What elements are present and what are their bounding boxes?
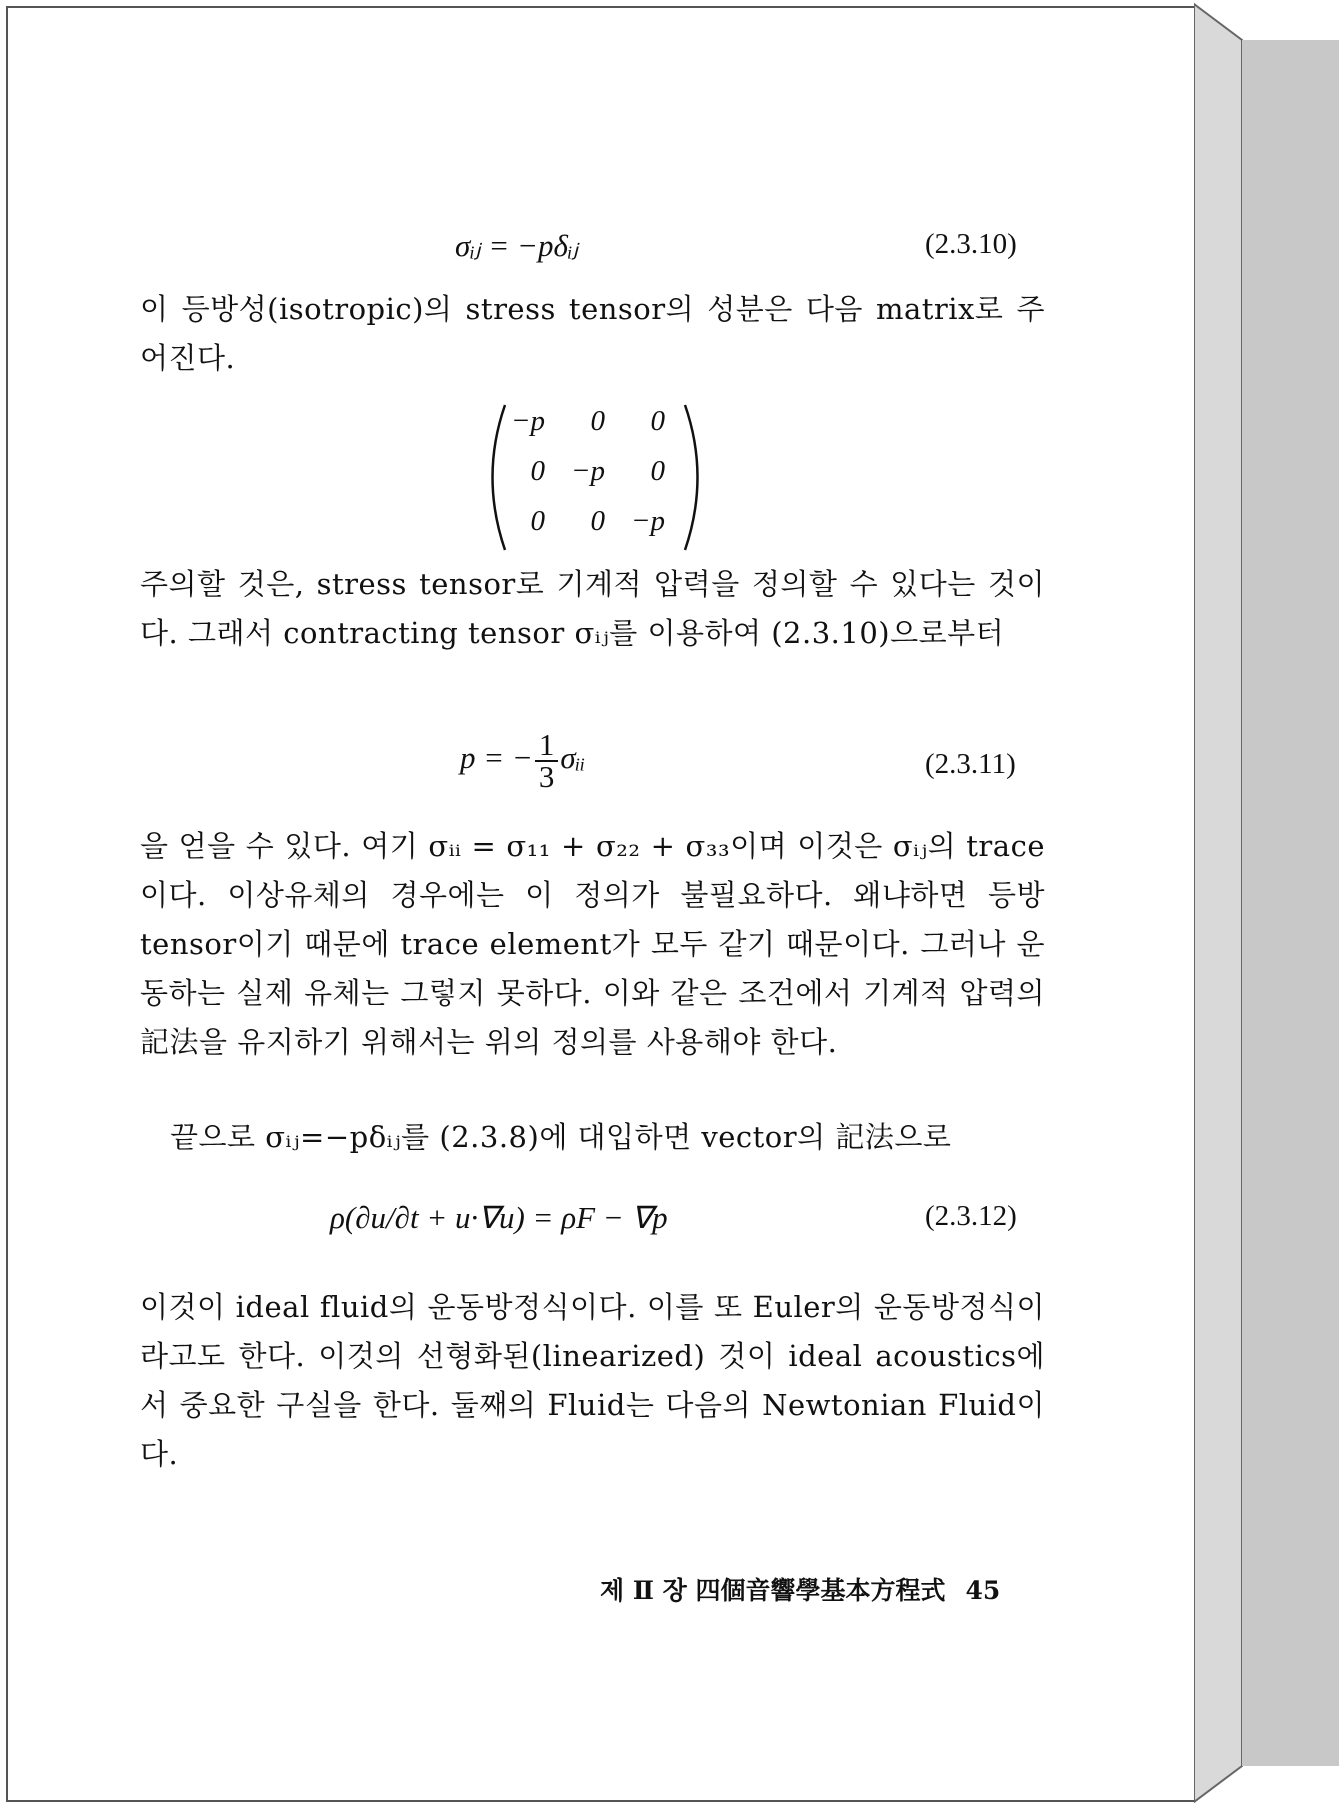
equation-number-2-3-11: (2.3.11) [925,748,1016,780]
paragraph-euler: 이것이 ideal fluid의 운동방정식이다. 이를 또 Euler의 운동방정식이라고도 한다. 이것의 선형화된(linearized) 것이 ideal acoustics에서 중요한 구실을 한다. 둘째의 Fluid는 다음의 Newtonian Fluid이다. [140,1290,1045,1471]
matrix-cell: 0 [590,405,605,437]
equation-2-3-12: ρ(∂u/∂t + u·∇u) = ρF − ∇p [330,1200,668,1235]
equation-rhs: σᵢᵢ [560,740,586,776]
equation-lhs: p = − [460,740,533,776]
matrix-cell: 0 [650,405,665,437]
page-footer [600,1571,1000,1607]
matrix-cell: 0 [650,455,665,487]
pressure-matrix [485,400,705,555]
paragraph-vector-notation: 끝으로 σᵢⱼ=−pδᵢⱼ를 (2.3.8)에 대입하면 vector의 記法으로 [170,1120,952,1154]
matrix-cell: −p [630,505,665,537]
matrix-cell: 0 [590,505,605,537]
fraction-numerator: 1 [535,730,559,762]
equation-number-2-3-12: (2.3.12) [925,1200,1017,1232]
paragraph-trace: 을 얻을 수 있다. 여기 σᵢᵢ = σ₁₁ + σ₂₂ + σ₃₃이며 이것은 σᵢⱼ의 trace이다. 이상유체의 경우에는 이 정의가 불필요하다. 왜냐하면 등방 tensor이기 때문에 trace element가 모두 같기 때문이다. 그러나 운동하는 실제 유체는 그렇지 못하다. 이와 같은 조건에서 기계적 압력의 記法을 유지하기 위해서는 위의 정의를 사용해야 한다. [140,829,1045,1059]
equation-number-2-3-10: (2.3.10) [925,228,1017,260]
matrix-cell: 0 [530,505,545,537]
matrix-cell: 0 [530,455,545,487]
equation-2-3-10: σᵢⱼ = −pδᵢⱼ [455,228,579,263]
paragraph-isotropic: 이 등방성(isotropic)의 stress tensor의 성분은 다음 matrix로 주어진다. [140,292,1045,375]
chapter-title: 제 Ⅱ 장 四個音響學基本方程式 [600,1576,946,1605]
matrix-cell: −p [570,455,605,487]
paragraph-contracting-tensor: 주의할 것은, stress tensor로 기계적 압력을 정의할 수 있다는 것이다. 그래서 contracting tensor σᵢⱼ를 이용하여 (2.3.10)으로부터 [140,567,1045,650]
fraction [535,727,559,794]
matrix-cell: −p [510,405,545,437]
fraction-denominator: 3 [538,759,555,794]
equation-2-3-11 [460,727,586,794]
page-number: 45 [965,1576,1001,1605]
page-edge-shadow [1194,0,1339,1806]
